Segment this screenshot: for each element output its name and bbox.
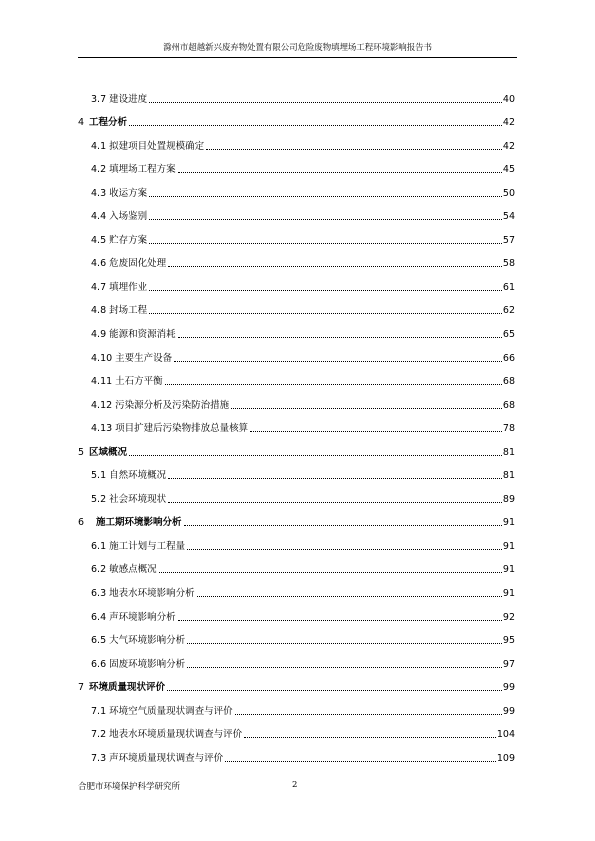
toc-section-entry[interactable] — [78, 624, 515, 648]
toc-entry-number: 4 — [78, 117, 85, 129]
toc-entry-title: 危废固化处理 — [109, 258, 167, 270]
toc-entry-title: 贮存方案 — [109, 234, 148, 246]
toc-dot-leader — [174, 360, 502, 362]
toc-entry-page: 109 — [496, 752, 515, 764]
toc-dot-leader — [178, 619, 502, 621]
toc-entry-title: 声环境影响分析 — [109, 611, 176, 623]
toc-dot-leader — [149, 101, 502, 103]
toc-section-entry[interactable] — [78, 317, 515, 341]
toc-section-entry[interactable] — [78, 365, 515, 389]
toc-entry-number: 4.5 — [91, 234, 107, 246]
toc-entry-number: 6.4 — [91, 611, 107, 623]
toc-dot-leader — [197, 595, 502, 597]
toc-entry-page: 99 — [502, 705, 515, 717]
toc-dot-leader — [231, 407, 502, 409]
toc-entry-title: 固废环境影响分析 — [109, 658, 186, 670]
header-divider — [78, 57, 517, 58]
toc-entry-number: 4.2 — [91, 164, 107, 176]
toc-entry-number: 5.1 — [91, 470, 107, 482]
table-of-contents — [78, 82, 515, 765]
toc-chapter-entry[interactable] — [78, 506, 515, 530]
toc-section-entry[interactable] — [78, 223, 515, 247]
toc-entry-title: 拟建项目处置规模确定 — [109, 140, 205, 152]
toc-entry-page: 91 — [502, 517, 515, 529]
toc-entry-title: 社会环境现状 — [109, 493, 167, 505]
toc-entry-number: 4.6 — [91, 258, 107, 270]
toc-dot-leader — [187, 548, 502, 550]
toc-entry-title: 大气环境影响分析 — [109, 635, 186, 647]
toc-entry-number: 7.2 — [91, 729, 107, 741]
toc-entry-title: 工程分析 — [89, 117, 128, 129]
toc-dot-leader — [149, 195, 502, 197]
toc-chapter-entry[interactable] — [78, 106, 515, 130]
toc-entry-title: 施工计划与工程量 — [109, 540, 186, 552]
toc-dot-leader — [168, 265, 502, 267]
toc-entry-page: 58 — [502, 258, 515, 270]
toc-dot-leader — [149, 218, 502, 220]
toc-entry-title: 封场工程 — [109, 305, 148, 317]
toc-dot-leader — [187, 642, 502, 644]
toc-section-entry[interactable] — [78, 482, 515, 506]
toc-section-entry[interactable] — [78, 200, 515, 224]
toc-section-entry[interactable] — [78, 247, 515, 271]
toc-entry-title: 填埋场工程方案 — [109, 164, 176, 176]
toc-dot-leader — [250, 430, 502, 432]
toc-entry-number: 4.8 — [91, 305, 107, 317]
toc-entry-number: 6.1 — [91, 540, 107, 552]
toc-entry-number: 4.3 — [91, 187, 107, 199]
toc-dot-leader — [178, 171, 502, 173]
toc-chapter-entry[interactable] — [78, 671, 515, 695]
toc-dot-leader — [149, 289, 502, 291]
toc-entry-number: 6.3 — [91, 588, 107, 600]
toc-entry-page: 78 — [502, 423, 515, 435]
toc-section-entry[interactable] — [78, 553, 515, 577]
toc-entry-title: 敏感点概况 — [109, 564, 157, 576]
toc-entry-page: 42 — [502, 140, 515, 152]
footer-organization: 合肥市环境保护科学研究所 — [78, 782, 181, 792]
footer-page-number: 2 — [292, 780, 298, 790]
toc-entry-number: 4.1 — [91, 140, 107, 152]
toc-entry-page: 54 — [502, 211, 515, 223]
toc-entry-number: 6.2 — [91, 564, 107, 576]
toc-section-entry[interactable] — [78, 176, 515, 200]
toc-entry-page: 91 — [502, 588, 515, 600]
toc-entry-page: 40 — [502, 93, 515, 105]
toc-entry-page: 91 — [502, 564, 515, 576]
toc-section-entry[interactable] — [78, 647, 515, 671]
toc-section-entry[interactable] — [78, 341, 515, 365]
toc-entry-page: 99 — [502, 682, 515, 694]
toc-dot-leader — [167, 689, 502, 691]
toc-entry-title: 环境空气质量现状调查与评价 — [109, 705, 233, 717]
toc-entry-title: 能源和资源消耗 — [109, 329, 176, 341]
toc-entry-number: 5 — [78, 446, 85, 458]
toc-entry-number: 6 — [78, 517, 85, 529]
toc-entry-page: 57 — [502, 234, 515, 246]
toc-entry-title: 主要生产设备 — [115, 352, 173, 364]
toc-entry-number: 4.12 — [91, 399, 113, 411]
toc-section-entry[interactable] — [78, 741, 515, 765]
toc-entry-page: 65 — [502, 329, 515, 341]
toc-section-entry[interactable] — [78, 576, 515, 600]
toc-entry-number: 5.2 — [91, 493, 107, 505]
toc-dot-leader — [149, 312, 502, 314]
toc-dot-leader — [149, 242, 502, 244]
toc-entry-number: 4.10 — [91, 352, 113, 364]
toc-entry-number: 4.11 — [91, 376, 113, 388]
page-header: 滁州市超越新兴废弃物处置有限公司危险废物填埋场工程环境影响报告书 — [163, 43, 432, 53]
toc-section-entry[interactable] — [78, 294, 515, 318]
toc-entry-page: 81 — [502, 470, 515, 482]
toc-entry-title: 声环境质量现状调查与评价 — [109, 752, 224, 764]
toc-entry-page: 50 — [502, 187, 515, 199]
toc-entry-title: 区域概况 — [89, 446, 128, 458]
toc-dot-leader — [165, 383, 502, 385]
toc-entry-page: 104 — [496, 729, 515, 741]
toc-entry-page: 68 — [502, 399, 515, 411]
toc-entry-page: 42 — [502, 117, 515, 129]
toc-section-entry[interactable] — [78, 718, 515, 742]
toc-entry-title: 入场鉴别 — [109, 211, 148, 223]
toc-entry-number: 4.9 — [91, 329, 107, 341]
toc-dot-leader — [244, 736, 496, 738]
toc-chapter-entry[interactable] — [78, 435, 515, 459]
toc-section-entry[interactable] — [78, 153, 515, 177]
toc-entry-title: 填埋作业 — [109, 281, 148, 293]
toc-entry-title: 收运方案 — [109, 187, 148, 199]
toc-entry-number: 6.6 — [91, 658, 107, 670]
toc-section-entry[interactable] — [78, 270, 515, 294]
toc-entry-page: 92 — [502, 611, 515, 623]
toc-entry-page: 45 — [502, 164, 515, 176]
toc-section-entry[interactable] — [78, 459, 515, 483]
toc-dot-leader — [225, 760, 496, 762]
toc-entry-number: 4.4 — [91, 211, 107, 223]
toc-entry-title: 污染源分析及污染防治措施 — [115, 399, 230, 411]
toc-entry-number: 7.1 — [91, 705, 107, 717]
toc-entry-title: 施工期环境影响分析 — [96, 517, 182, 529]
toc-entry-title: 项目扩建后污染物排放总量核算 — [115, 423, 249, 435]
toc-dot-leader — [168, 477, 502, 479]
toc-entry-page: 68 — [502, 376, 515, 388]
toc-entry-page: 66 — [502, 352, 515, 364]
toc-entry-title: 地表水环境影响分析 — [109, 588, 195, 600]
toc-entry-page: 62 — [502, 305, 515, 317]
toc-entry-number: 7.3 — [91, 752, 107, 764]
toc-entry-page: 97 — [502, 658, 515, 670]
toc-entry-number: 4.13 — [91, 423, 113, 435]
toc-entry-page: 61 — [502, 281, 515, 293]
toc-entry-page: 81 — [502, 446, 515, 458]
toc-section-entry[interactable] — [78, 529, 515, 553]
toc-entry-title: 地表水环境质量现状调查与评价 — [109, 729, 243, 741]
toc-entry-page: 89 — [502, 493, 515, 505]
toc-entry-title: 环境质量现状评价 — [89, 682, 166, 694]
toc-dot-leader — [129, 124, 502, 126]
toc-entry-page: 91 — [502, 540, 515, 552]
toc-section-entry[interactable] — [78, 82, 515, 106]
toc-entry-number: 4.7 — [91, 281, 107, 293]
toc-entry-number: 7 — [78, 682, 85, 694]
toc-dot-leader — [184, 524, 502, 526]
toc-entry-title: 土石方平衡 — [115, 376, 163, 388]
toc-dot-leader — [206, 148, 502, 150]
toc-entry-number: 3.7 — [91, 93, 107, 105]
toc-dot-leader — [187, 666, 502, 668]
toc-entry-title: 建设进度 — [109, 93, 148, 105]
toc-section-entry[interactable] — [78, 600, 515, 624]
toc-section-entry[interactable] — [78, 412, 515, 436]
toc-section-entry[interactable] — [78, 694, 515, 718]
toc-dot-leader — [129, 454, 502, 456]
toc-dot-leader — [168, 501, 502, 503]
toc-entry-number: 6.5 — [91, 635, 107, 647]
toc-entry-title: 自然环境概况 — [109, 470, 167, 482]
toc-dot-leader — [178, 336, 502, 338]
toc-section-entry[interactable] — [78, 129, 515, 153]
toc-entry-page: 95 — [502, 635, 515, 647]
toc-dot-leader — [159, 571, 502, 573]
toc-section-entry[interactable] — [78, 388, 515, 412]
toc-dot-leader — [235, 713, 502, 715]
